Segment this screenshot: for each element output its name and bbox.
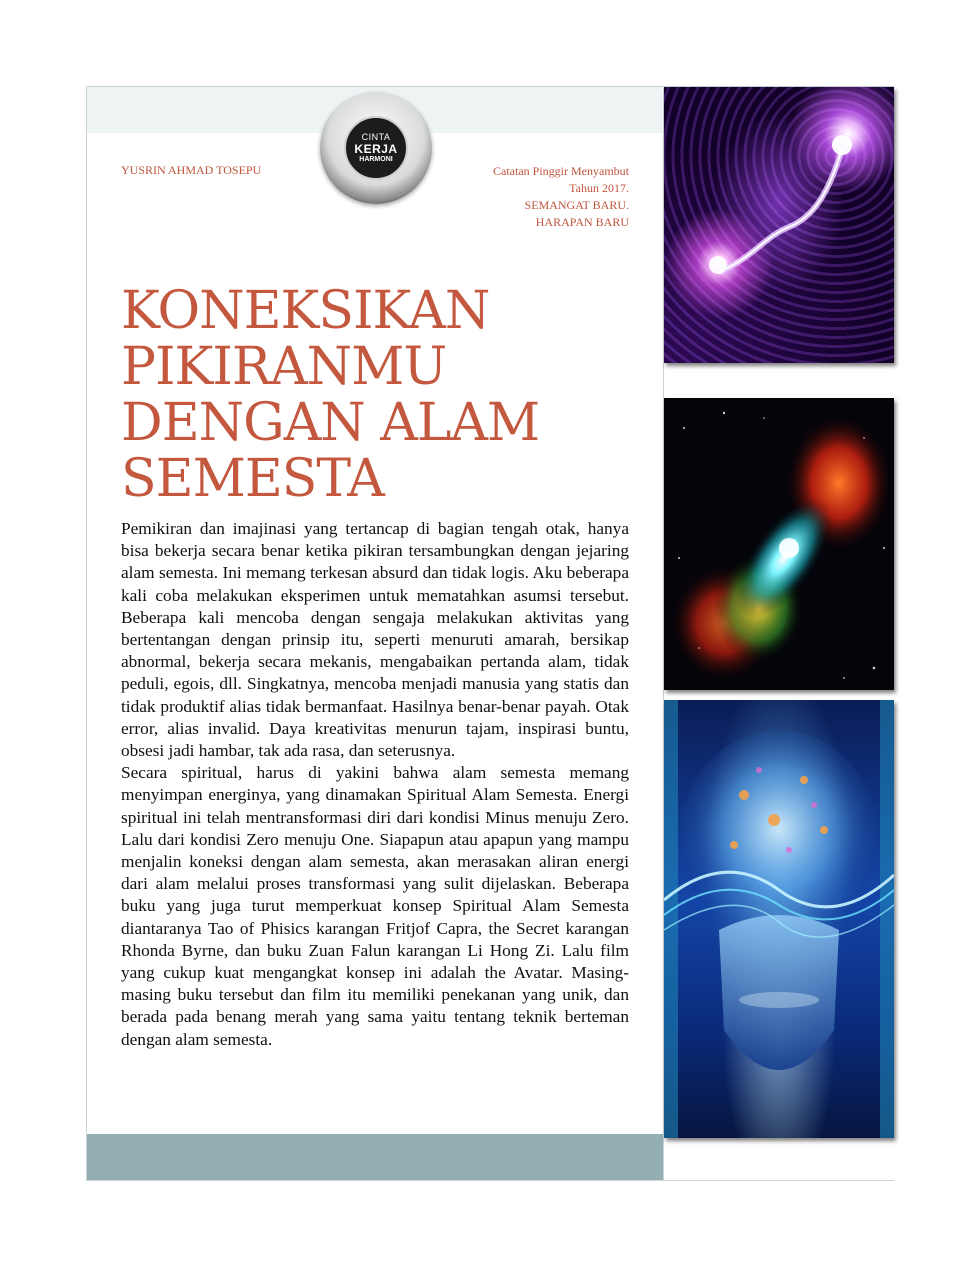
title-line: SEMESTA — [121, 449, 384, 509]
article-body — [121, 518, 629, 1051]
logo-text-harmoni: HARMONI — [359, 156, 393, 163]
author-name: YUSRIN AHMAD TOSEPU — [121, 163, 262, 177]
logo-emblem — [344, 116, 408, 180]
subtitle-line: Tahun 2017. — [569, 181, 629, 195]
logo-text-kerja: KERJA — [354, 142, 398, 156]
cosmic-energy-image — [664, 87, 894, 363]
footer-band — [87, 1134, 663, 1180]
logo-text-cinta: CINTA — [361, 132, 391, 142]
title-line: KONEKSIKAN — [121, 281, 490, 341]
brain-head-graphic — [664, 700, 894, 1138]
subtitle-line: Catatan Pinggir Menyambut — [493, 164, 629, 178]
body-paragraph: Pemikiran dan imajinasi yang tertancap di bagian tengah otak, hanya bisa bekerja secara benar ketika pikiran tersambungkan dengan jejaring alam semesta. Ini memang terkesan absurd dan tidak logis. Aku beberapa kali coba melakukan eksperimen untuk mematahkan asumsi tersebut. Beberapa kali mencoba dengan sengaja melakukan aktivitas yang bertentangan dengan prinsip itu, seperti menuruti amarah, bersikap abnormal, bekerja secara mekanis, mengabaikan pertanda alam, tidak peduli, egois, dll. Singkatnya, mencoba menjadi manusia yang statis dan tidak produktif alias tidak bermanfaat. Hasilnya benar-benar payah. Otak error, alias invalid. Daya kreativitas menurun tajam, inspirasi buntu, obsesi jadi hambar, tak ada rasa, dan seterusnya. — [121, 519, 629, 761]
subtitle-line: SEMANGAT BARU. — [524, 198, 629, 212]
body-paragraph: Secara spiritual, harus di yakini bahwa alam semesta memang menyimpan energinya, yang dinamakan Spiritual Alam Semesta. Energi spiritual ini telah mentransformasi diri dari kondisi Minus menuju Zero. Lalu dari kondisi Zero menuju One. Siapapun atau apapun yang mampu menjalin koneksi dengan alam semesta, akan merasakan aliran energi dari alam melalui proses transformasi yang sulit dijelaskan. Beberapa buku yang juga turut memperkuat konsep Spiritual Alam Semesta diantaranya Tao of Phisics karangan Fritjof Capra, the Secret karangan Rhonda Byrne, dan buku Zuan Falun karangan Li Hong Zi. Lalu film yang cukup kuat mengangkat konsep ini adalah the Avatar. Masing-masing buku tersebut dan film itu memiliki penekanan yang unik, dan berada pada benang merah yang sama yaitu tentang teknik berteman dengan alam semesta. — [121, 763, 629, 1049]
logo-badge — [320, 92, 432, 204]
subtitle-line: HARAPAN BARU — [535, 215, 629, 229]
nebula-graphic — [664, 398, 894, 690]
title-line: DENGAN ALAM — [121, 393, 540, 453]
fractal-pattern — [664, 87, 894, 363]
digital-brain-image — [664, 700, 894, 1138]
article-title — [121, 283, 591, 507]
title-line: PIKIRANMU — [121, 337, 447, 397]
nebula-image — [664, 398, 894, 690]
subtitle-note — [493, 163, 629, 231]
